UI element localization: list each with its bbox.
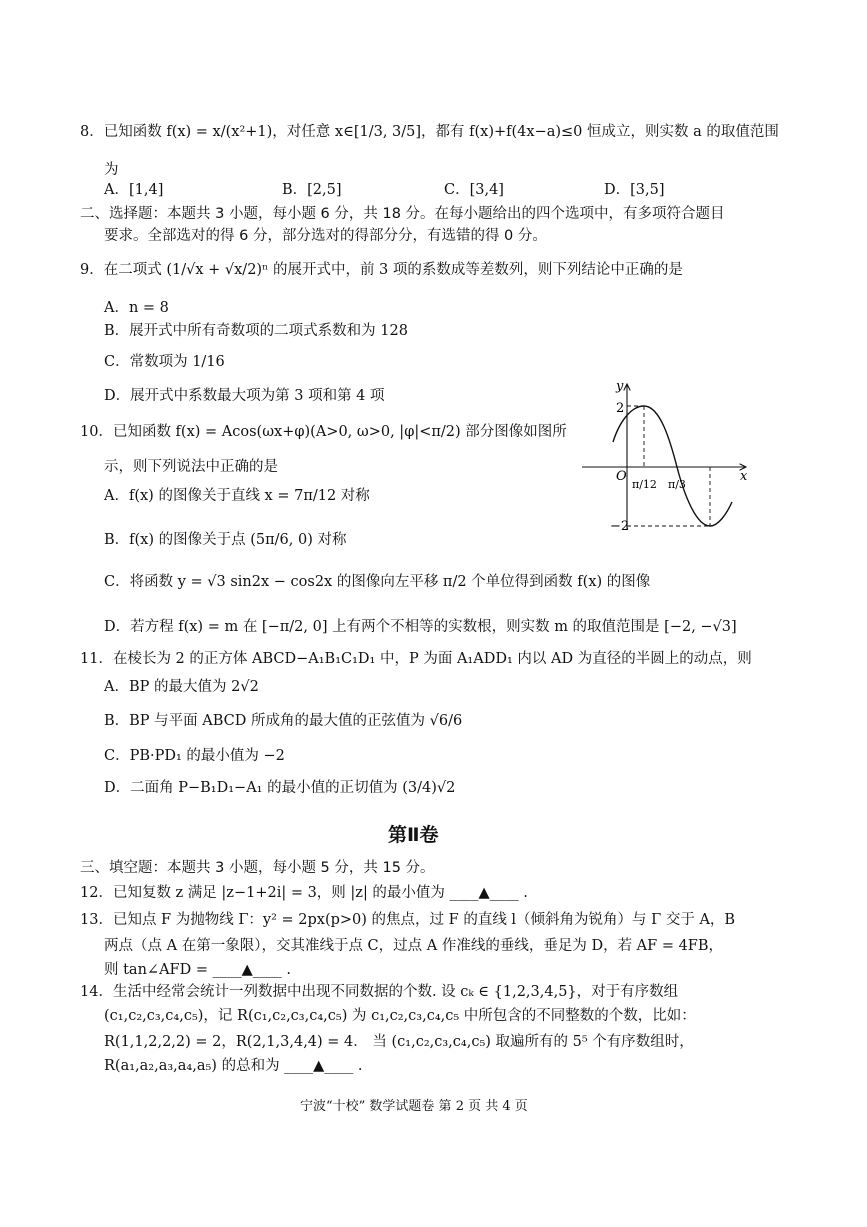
cosine-curve [613,406,732,526]
q10-option-a: A．f(x) 的图像关于直线 x = 7π/12 对称 [104,488,370,504]
graph-x-tick2: π/3 [668,478,686,491]
q8-option-c: C．[3,4] [444,182,504,198]
q10-stem: 10．已知函数 f(x) = Acos(ωx+φ)(A>0, ω>0, |φ|<π/2) 部分图像如图所 [80,424,567,440]
q9-stem: 9．在二项式 (1/√x + √x/2)ⁿ 的展开式中，前 3 项的系数成等差数列，则下列结论中正确的是 [80,262,683,278]
q14-line3: R(1,1,2,2,2) = 2，R(2,1,3,4,4) = 4． 当 (c₁,c₂,c₃,c₄,c₅) 取遍所有的 5⁵ 个有序数组时， [104,1034,694,1050]
q10-option-c: C．将函数 y = √3 sin2x − cos2x 的图像向左平移 π/2 个单位得到函数 f(x) 的图像 [104,574,651,590]
q11-option-a: A．BP 的最大值为 2√2 [104,679,259,695]
q8-stem-cont: 为 [104,162,119,178]
q9-option-a: A．n = 8 [104,300,169,316]
q10-stem-cont: 示，则下列说法中正确的是 [104,459,278,475]
graph-x-tick1: π/12 [632,478,657,491]
q11-option-d: D．二面角 P−B₁D₁−A₁ 的最小值的正切值为 (3/4)√2 [104,780,456,796]
part2-title: 第Ⅱ卷 [388,824,439,846]
q9-option-b: B．展开式中所有奇数项的二项式系数和为 128 [104,323,408,339]
q14-line1: 14．生活中经常会统计一列数据中出现不同数据的个数. 设 cₖ ∈ {1,2,3,4,5}，对于有序数组 [80,984,679,1000]
q10-graph [580,372,760,542]
q11-stem: 11．在棱长为 2 的正方体 ABCD−A₁B₁C₁D₁ 中，P 为面 A₁ADD₁ 内以 AD 为直径的半圆上的动点，则 [80,651,752,667]
q13-line2: 两点（点 A 在第一象限），交其准线于点 C，过点 A 作准线的垂线，垂足为 D，若 AF = 4FB， [104,938,724,954]
section2-title-line2: 要求。全部选对的得 6 分，部分选对的得部分分，有选错的得 0 分。 [104,228,547,244]
q8-stem: 8．已知函数 f(x) = x/(x²+1)，对任意 x∈[1/3, 3/5]，都有 f(x)+f(4x−a)≤0 恒成立，则实数 a 的取值范围 [80,124,779,140]
section3-title: 三、填空题：本题共 3 小题，每小题 5 分，共 15 分。 [80,860,435,876]
q14-line4: R(a₁,a₂,a₃,a₄,a₅) 的总和为 ____▲____ . [104,1058,363,1074]
graph-x-label: x [740,469,748,484]
q13-line1: 13．已知点 F 为抛物线 Γ：y² = 2px(p>0) 的焦点，过 F 的直线 l（倾斜角为锐角）与 Γ 交于 A，B [80,912,736,928]
q13-line3: 则 tan∠AFD = ____▲____ . [104,962,291,978]
q10-option-d: D．若方程 f(x) = m 在 [−π/2, 0] 上有两个不相等的实数根，则实数 m 的取值范围是 [−2, −√3] [104,619,737,635]
graph-y-label: y [616,379,624,394]
graph-origin-label: O [616,469,627,484]
q8-option-d: D．[3,5] [604,182,665,198]
graph-y-max-label: 2 [616,401,625,416]
q8-option-a: A．[1,4] [104,182,164,198]
q10-option-b: B．f(x) 的图像关于点 (5π/6, 0) 对称 [104,532,347,548]
q11-option-b: B．BP 与平面 ABCD 所成角的最大值的正弦值为 √6/6 [104,713,463,729]
q11-option-c: C．PB·PD₁ 的最小值为 −2 [104,748,285,764]
q12-stem: 12．已知复数 z 满足 |z−1+2i| = 3，则 |z| 的最小值为 ____▲____ . [80,885,528,901]
q14-line2: (c₁,c₂,c₃,c₄,c₅)，记 R(c₁,c₂,c₃,c₄,c₅) 为 c₁,c₂,c₃,c₄,c₅ 中所包含的不同整数的个数，比如： [104,1008,696,1024]
page-footer: 宁波“十校” 数学试题卷 第 2 页 共 4 页 [300,1099,528,1114]
q9-option-d: D．展开式中系数最大项为第 3 项和第 4 项 [104,388,385,404]
q8-option-b: B．[2,5] [282,182,342,198]
section2-title-line1: 二、选择题：本题共 3 小题，每小题 6 分，共 18 分。在每小题给出的四个选项中，有多项符合题目 [80,206,725,222]
q9-option-c: C．常数项为 1/16 [104,354,225,370]
graph-y-min-label: −2 [610,519,630,534]
